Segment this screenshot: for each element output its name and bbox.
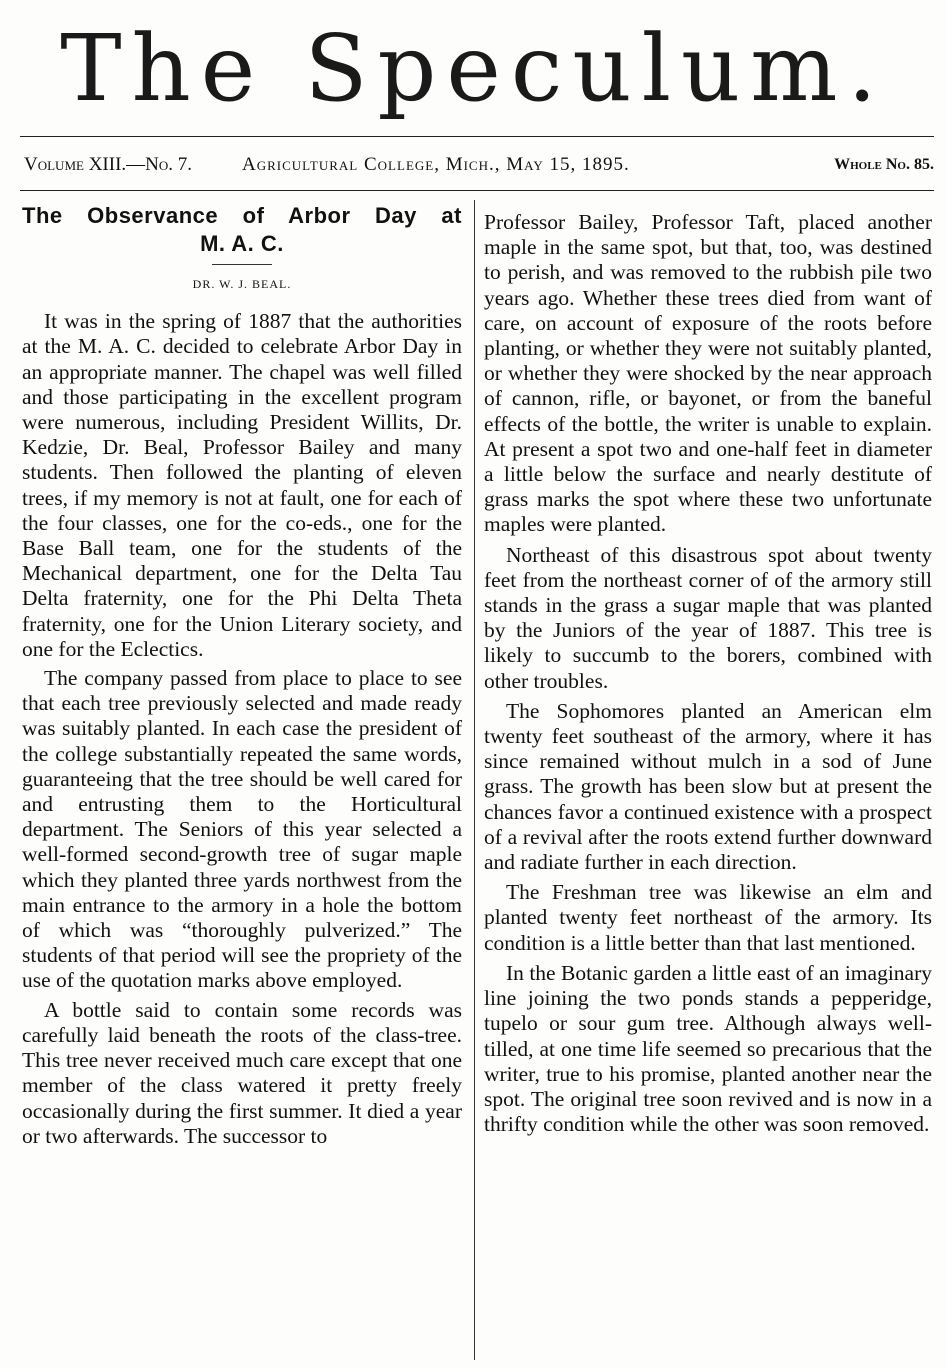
masthead-rule-top: [20, 136, 934, 137]
paragraph-continuation: Professor Bailey, Professor Taft, placed another maple in the same spot, but that, too, was destined to perish, and was removed to the rubbish pile two years ago. Whether these trees died from want of care, on account of exposure of the roots before planting, or whether they were not suitably planted, or whether they were shocked by the near approach of cannon, rifle, or bayonet, or from the baneful effects of the bottle, the writer is unable to explain. At present a spot two and one-half feet in diameter a little below the surface and nearly destitute of grass marks the spot where these two unfortunate maples were planted.: [484, 210, 932, 537]
paragraph: In the Botanic garden a little east of an imaginary line joining the two ponds stands a pepperidge, tupelo or sour gum tree. Although always well-tilled, at one time life seemed so precarious that the writer, true to his promise, planted another near the spot. The original tree soon revived and is now in a thrifty condition while the other was soon removed.: [484, 960, 932, 1137]
issue-line: [20, 148, 934, 182]
paragraph: The Sophomores planted an American elm twenty feet southeast of the armory, where it has since remained without mulch in a sod of June grass. The growth has been slow but at present the chances favor a continued existence with a prospect of a revival after the roots extend further downward and radiate further in each direction.: [484, 698, 932, 875]
paragraph: It was in the spring of 1887 that the authorities at the M. A. C. decided to celebrate Arbor Day in an appropriate manner. The chapel was well filled and those participating in the excellent program were numerous, including President Willits, Dr. Kedzie, Dr. Beal, Professor Bailey and many students. Then followed the planting of eleven trees, if my memory is not at fault, one for each of the four classes, one for the co-eds., one for the Base Ball team, one for the students of the Mechanical department, one for the Delta Tau Delta fraternity, one for the Phi Delta Theta fraternity, one for the Union Literary society, and one for the Eclectics.: [22, 309, 462, 661]
paragraph: The company passed from place to place to see that each tree previously selected and made ready was suitably planted. In each case the president of the college substantially repeated the same words, guaranteeing that the tree should be well cared for and entrusting them to the Horticultural department. The Seniors of this year selected a well-formed second-growth tree of sugar maple which they planted three yards northwest from the main entrance to the armory in a hole the bottom of which was “thoroughly pulverized.” The students of that period will see the propriety of the use of the quotation marks above employed.: [22, 666, 462, 993]
article-title: [22, 202, 462, 258]
left-column: [22, 200, 462, 1149]
article-title-line1: The Observance of Arbor Day at: [22, 203, 462, 228]
masthead-title: The Speculum.: [60, 15, 887, 122]
column-divider: [474, 200, 475, 1360]
place-date: Agricultural College, Mich., May 15, 1895.: [242, 154, 630, 175]
paragraph: The Freshman tree was likewise an elm and planted twenty feet northeast of the armory. Its condition is a little better than that last mentioned.: [484, 880, 932, 955]
masthead-rule-bottom: [20, 190, 934, 191]
article-title-line2: M. A. C.: [200, 231, 284, 256]
paragraph: Northeast of this disastrous spot about twenty feet from the northeast corner of of the armory still stands in the grass a sugar maple that was planted by the Juniors of the year of 1887. This tree is likely to succumb to the borers, combined with other troubles.: [484, 542, 932, 693]
whole-number: Whole No. 85.: [834, 156, 934, 173]
right-column: [484, 210, 932, 1137]
paragraph: A bottle said to contain some records was carefully laid beneath the roots of the class-tree. This tree never received much care except that one member of the class watered it pretty freely occasionally during the first summer. It died a year or two afterwards. The successor to: [22, 997, 462, 1148]
byline: DR. W. J. BEAL.: [22, 272, 462, 297]
volume-number: Volume XIII.—No. 7.: [24, 154, 193, 175]
